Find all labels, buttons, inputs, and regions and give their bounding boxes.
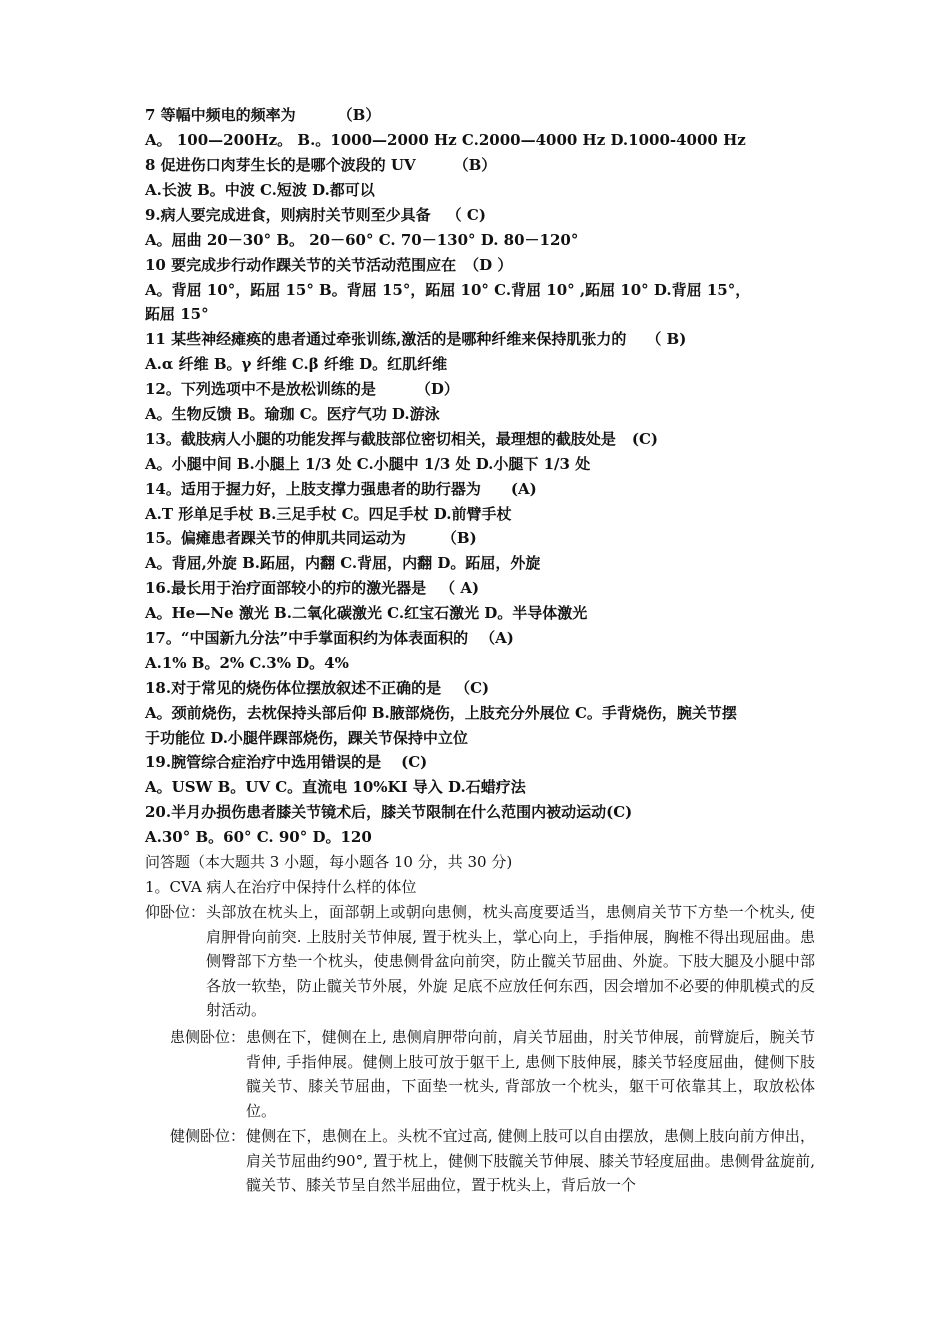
options-15: A。背屈,外旋 B.跖屈，内翻 C.背屈，内翻 D。跖屈，外旋: [145, 554, 541, 572]
question-8: 8 促进伤口肉芽生长的是哪个波段的 UV （B）: [145, 156, 497, 174]
options-9: A。屈曲 20－30° B。 20－60° C. 70－130° D. 80－120°: [145, 231, 579, 249]
question-12: 12。下列选项中不是放松训练的是 （D）: [145, 380, 459, 398]
options-19: A。USW B。UV C。直流电 10%KI 导入 D.石蜡疗法: [145, 778, 526, 796]
answer-10: （D ）: [464, 256, 513, 274]
answer-19: (C): [401, 753, 428, 771]
options-18: A。颈前烧伤，去枕保持头部后仰 B.腋部烧伤，上肢充分外展位 C。手背烧伤，腕关节摆: [145, 704, 737, 722]
question-10: 10 要完成步行动作踝关节的关节活动范围应在 （D ）: [145, 256, 513, 274]
question-13: 13。截肢病人小腿的功能发挥与截肢部位密切相关，最理想的截肢处是 (C): [145, 430, 659, 448]
options-10-cont: 跖屈 15°: [145, 305, 209, 323]
label-supine: 仰卧位：: [145, 903, 206, 921]
question-9: 9.病人要完成进食，则病肘关节则至少具备 （ C): [145, 206, 486, 224]
answer-18: （C): [455, 679, 490, 697]
answer-7: （B）: [337, 106, 381, 124]
options-20: A.30° B。60° C. 90° D。120: [145, 828, 372, 846]
answer-20: (C): [606, 803, 633, 821]
options-16: A。He—Ne 激光 B.二氧化碳激光 C.红宝石激光 D。半导体激光: [145, 604, 588, 622]
options-10: A。背屈 10°，跖屈 15° B。背屈 15°，跖屈 10° C.背屈 10° ,跖屈 10° D.背屈 15°，: [145, 281, 751, 299]
question-7: 7 等幅中频电的频率为 （B）: [145, 106, 381, 124]
label-affected-side: 患侧卧位：: [170, 1028, 246, 1046]
question-16: 16.最长用于治疗面部较小的疖的激光器是 （ A): [145, 579, 480, 597]
question-15: 15。偏瘫患者踝关节的伸肌共同运动为 （B): [145, 529, 477, 547]
options-13: A。小腿中间 B.小腿上 1/3 处 C.小腿中 1/3 处 D.小腿下 1/3 处: [145, 455, 591, 473]
question-11: 11 某些神经瘫痪的患者通过牵张训练,激活的是哪种纤维来保持肌张力的 （ B): [145, 330, 687, 348]
answer-14: (A): [510, 480, 537, 498]
question-19: 19.腕管综合症治疗中选用错误的是 (C): [145, 753, 428, 771]
answer-9: （ C): [446, 206, 486, 224]
label-healthy-side: 健侧卧位：: [170, 1127, 246, 1145]
options-17: A.1% B。2% C.3% D。4%: [145, 654, 349, 672]
paragraph-affected-side: [170, 1025, 815, 1123]
question-17: 17。“中国新九分法”中手掌面积约为体表面积的 （A): [145, 629, 514, 647]
answer-8: （B）: [453, 156, 497, 174]
text-affected-side: 患侧在下，健侧在上, 患侧肩胛带向前，肩关节屈曲，肘关节伸展，前臂旋后，腕关节背伸, 手指伸展。健侧上肢可放于躯干上, 患侧下肢伸展，膝关节轻度屈曲，健侧下肢髋关节、膝关节屈曲，下面垫一枕头, 背部放一个枕头，躯干可依靠其上，取放松体位。: [246, 1028, 815, 1120]
question-20: 20.半月办损伤患者膝关节镜术后，膝关节限制在什么范围内被动运动(C): [145, 803, 633, 821]
options-11: A.α 纤维 B。γ 纤维 C.β 纤维 D。红肌纤维: [145, 355, 448, 373]
answer-15: （B): [441, 529, 477, 547]
options-12: A。生物反馈 B。瑜珈 C。医疗气功 D.游泳: [145, 405, 440, 423]
options-8: A.长波 B。中波 C.短波 D.都可以: [145, 181, 375, 199]
options-18-cont: 于功能位 D.小腿伴踝部烧伤，踝关节保持中立位: [145, 729, 468, 747]
answer-12: （D）: [415, 380, 459, 398]
paragraph-healthy-side: [170, 1124, 815, 1198]
answer-16: （ A): [440, 579, 480, 597]
answer-17: （A): [480, 629, 514, 647]
answer-11: （ B): [646, 330, 687, 348]
essay-question-1: 1。CVA 病人在治疗中保持什么样的体位: [145, 878, 417, 896]
options-7: A。 100—200Hz。 B.。1000—2000 Hz C.2000—4000 Hz D.1000-4000 Hz: [145, 131, 746, 149]
question-14: 14。适用于握力好，上肢支撑力强患者的助行器为 (A): [145, 480, 537, 498]
question-18: 18.对于常见的烧伤体位摆放叙述不正确的是 （C): [145, 679, 490, 697]
section-title: 问答题（本大题共 3 小题，每小题各 10 分，共 30 分): [145, 853, 513, 871]
answer-13: (C): [631, 430, 659, 448]
options-14: A.T 形单足手杖 B.三足手杖 C。四足手杖 D.前臂手杖: [145, 505, 512, 523]
text-supine: 头部放在枕头上，面部朝上或朝向患侧，枕头高度要适当，患侧肩关节下方垫一个枕头, 使肩胛骨向前突. 上肢肘关节伸展, 置于枕头上，掌心向上，手指伸展，胸椎不得出现屈曲。患侧臀部下方垫一个枕头，使患侧骨盆向前突，防止髋关节屈曲、外旋。下肢大腿及小腿中部各放一软垫，防止髋关节外展，外旋 足底不应放任何东西，因会增加不必要的伸肌模式的反射活动。: [206, 903, 815, 1020]
paragraph-supine: [145, 900, 815, 1023]
text-healthy-side: 健侧在下，患侧在上。头枕不宜过高, 健侧上肢可以自由摆放，患侧上肢向前方伸出，肩关节屈曲约90°, 置于枕上，健侧下肢髋关节伸展、膝关节轻度屈曲。患侧骨盆旋前, 髋关节、膝关节呈自然半屈曲位，置于枕头上，背后放一个: [246, 1127, 815, 1195]
